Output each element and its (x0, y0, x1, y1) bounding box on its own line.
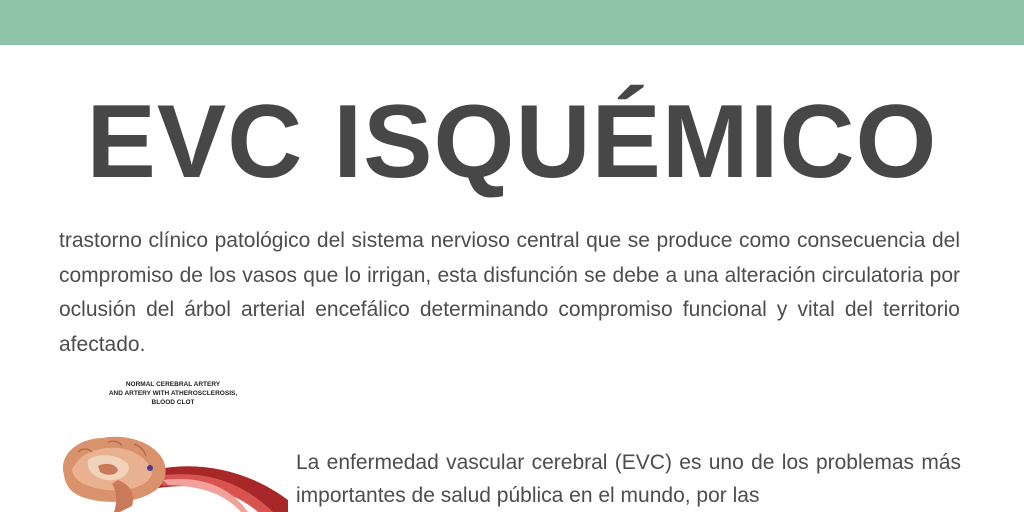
header-accent-bar (0, 0, 1024, 45)
intro-paragraph: trastorno clínico patológico del sistema nervioso central que se produce como consecuencia del compromiso de los vasos que lo irrigan, esta disfunción se debe a una alteración circulatoria por oclusión del árbol arterial encefálico determinando compromiso funcional y vital del territorio afectado. (59, 229, 960, 356)
body-paragraph: La enfermedad vascular cerebral (EVC) es uno de los problemas más importantes de salud pública en el mundo, por las (296, 451, 961, 507)
figure-caption-line: NORMAL CEREBRAL ARTERY (125, 381, 221, 388)
brain-artery-icon (58, 430, 288, 512)
figure-caption-line: BLOOD CLOT (151, 399, 195, 406)
figure-caption-line: AND ARTERY WITH ATHEROSCLEROSIS, (108, 390, 238, 397)
artery-figure (58, 380, 288, 512)
page-title: EVC ISQUÉMICO (86, 84, 938, 200)
figure-caption (98, 380, 248, 407)
